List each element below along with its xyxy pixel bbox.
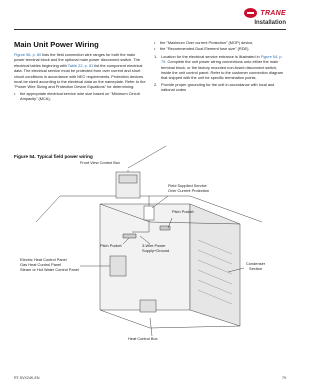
figure-54-link[interactable]: Figure 54, p. 79 (161, 53, 283, 65)
step-item: 1. Location for the electrical service entrance is illustrated in Figure 54, p. 79. Complete the unit power wiring connections onto either the main terminal block, or the factory mounted non-fused disconnect switch, inside the unit control panel. Refer to the customer connection diagram that shipped with the unit for specific termination points. (154, 53, 283, 81)
list-item: • the "Recommended Dual Element fuse size" (RDE). (154, 46, 288, 51)
label-control-panels: Electric Heat Control Panel Gas Heat Control Panel Steam or Hot Water Control Panel (20, 257, 79, 272)
label-front-view-control-box: Front View Control Box (80, 160, 120, 165)
table-22-link[interactable]: Table 22, p. 81 (67, 62, 94, 68)
label-heat-control-box: Heat Control Box (128, 336, 158, 341)
figure-56-link[interactable]: Figure 56, p. 80 (14, 52, 42, 57)
intro-text-2: list the component electrical data. The electrical service must be protected from over current and short circuit conditions in accordance with NEC requirements. Protection devices must be sized according to the electrical data on the nameplate. Refer to the "Power Wire Sizing and Protection Device Equations" for determining: (14, 62, 146, 90)
document-id: RT-SVX24K-EN (14, 376, 40, 380)
intro-text-1: lists the field connection wire ranges for both the main power terminal block and the optional main power disconnect switch. The electrical tables beginning with (14, 52, 141, 68)
page-number: 79 (282, 376, 286, 380)
list-item: • the "Maximum Over current Protection" (MOP) device, (154, 40, 288, 45)
page-title: Main Unit Power Wiring (14, 40, 99, 49)
label-pitch-pocket-right: Pitch Pocket (172, 209, 194, 214)
label-power-supply: 3-Wire Power Supply+Ground (142, 243, 170, 253)
step-item: 2. Provide proper grounding for the unit in accordance with local and national codes (154, 81, 275, 93)
label-field-supplied-service: Field Supplied Service Over Current Protection (168, 183, 210, 193)
list-item: • the appropriate electrical service wire size based on "Minimum Circuit Ampacity" (MCA), (14, 91, 146, 102)
label-condenser-section: Condenser Section (246, 261, 266, 271)
brand-name: TRANE (260, 9, 286, 17)
label-pitch-pocket-left: Pitch Pocket (100, 243, 122, 248)
figure-title: Figure 54. Typical field power wiring (14, 154, 93, 159)
section-title: Installation (254, 20, 286, 26)
